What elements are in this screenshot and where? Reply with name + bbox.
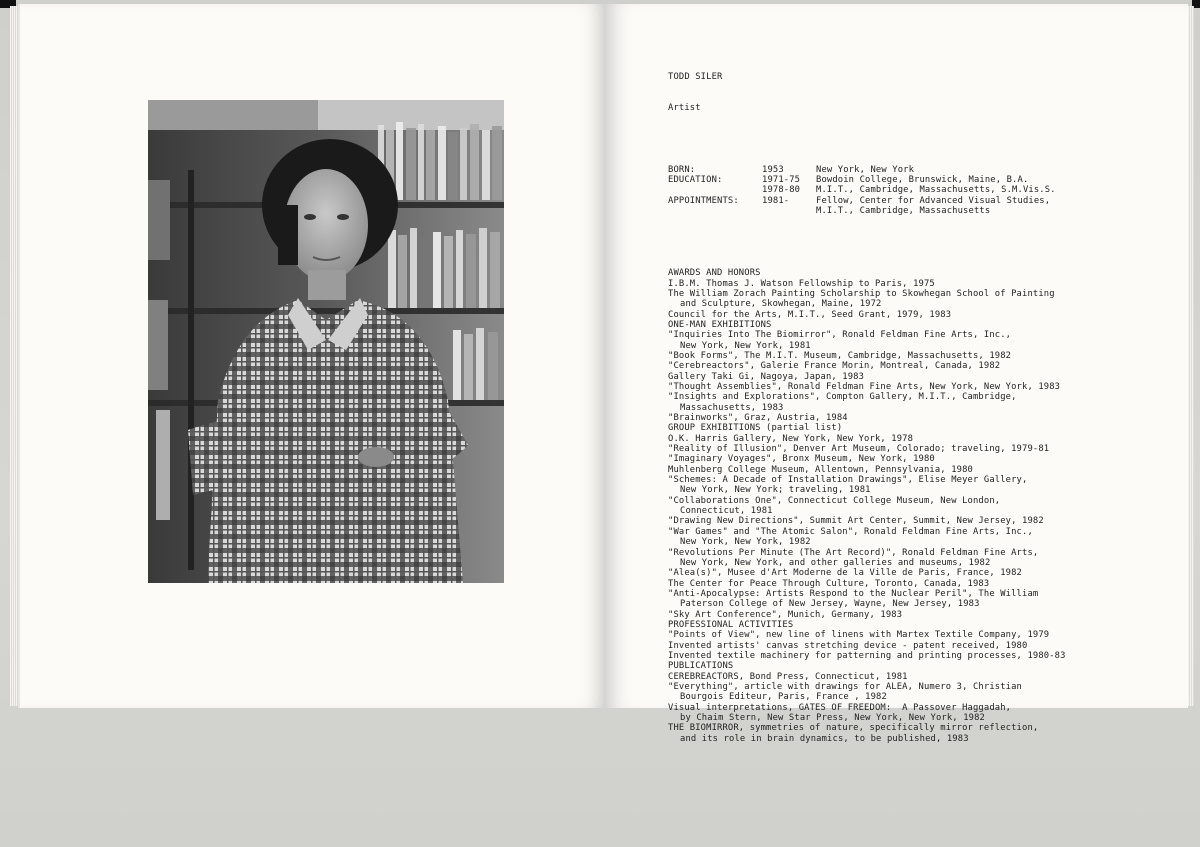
entry-line: Massachusetts, 1983 [680, 402, 784, 413]
bio-table [668, 165, 1178, 217]
entry-line: "Alea(s)", Musee d'Art Moderne de la Ville de Paris, France, 1982 [668, 568, 1023, 579]
entry-line: New York, New York, 1982 [680, 537, 811, 548]
entry-line: New York, New York, 1981 [680, 340, 811, 351]
entry-line: Bourgois Editeur, Paris, France , 1982 [680, 692, 887, 703]
bio-label: EDUCATION: [668, 175, 723, 186]
entry-line: "Points of View", new line of linens with Martex Textile Company, 1979 [668, 630, 1050, 641]
bio-text: New York, New York [816, 164, 915, 175]
section-heading: PROFESSIONAL ACTIVITIES [668, 619, 794, 630]
section-heading: PUBLICATIONS [668, 661, 734, 672]
artist-title: Artist [668, 102, 701, 113]
bio-row [668, 175, 1178, 185]
entry-line: The William Zorach Painting Scholarship to Skowhegan School of Painting [668, 288, 1055, 299]
entry-line: New York, New York; traveling, 1981 [680, 485, 871, 496]
entry-line: Visual interpretations, GATES OF FREEDOM: A Passover Haggadah, [668, 702, 1012, 713]
entry-line: "Reality of Illusion", Denver Art Museum, Colorado; traveling, 1979-81 [668, 444, 1050, 455]
entry-line: "Imaginary Voyages", Bronx Museum, New York, 1980 [668, 454, 935, 465]
entry-line: Connecticut, 1981 [680, 506, 773, 517]
entry-line: Invented textile machinery for patterning and printing processes, 1980-83 [668, 650, 1066, 661]
section-heading: ONE-MAN EXHIBITIONS [668, 319, 772, 330]
resume-text [668, 51, 1178, 754]
entry-line: The Center for Peace Through Culture, Toronto, Canada, 1983 [668, 578, 990, 589]
entry-line: "Drawing New Directions", Summit Art Center, Summit, New Jersey, 1982 [668, 516, 1044, 527]
entry-line: CEREBREACTORS, Bond Press, Connecticut, 1981 [668, 671, 908, 682]
bio-row [668, 196, 1178, 206]
entry-line: "Thought Assemblies", Ronald Feldman Fine Arts, New York, New York, 1983 [668, 382, 1061, 392]
entry-line: Invented artists' canvas stretching device - patent received, 1980 [668, 640, 1028, 651]
entry-line: "Sky Art Conference", Munich, Germany, 1983 [668, 609, 903, 620]
artist-portrait-photo [148, 100, 504, 583]
entry-line: "Revolutions Per Minute (The Art Record)", Ronald Feldman Fine Arts, [668, 547, 1039, 558]
bio-label: APPOINTMENTS: [668, 195, 739, 206]
sections-list [668, 268, 1178, 744]
bio-years: 1953 [762, 164, 784, 175]
section-heading: GROUP EXHIBITIONS (partial list) [668, 423, 843, 434]
artist-name: TODD SILER [668, 71, 723, 82]
entry-line: and its role in brain dynamics, to be published, 1983 [680, 733, 969, 744]
entry-line: Muhlenberg College Museum, Allentown, Pennsylvania, 1980 [668, 464, 973, 475]
bio-years: 1981- [762, 195, 790, 206]
entry-line: New York, New York, and other galleries and museums, 1982 [680, 557, 991, 568]
entry-line: I.B.M. Thomas J. Watson Fellowship to Paris, 1975 [668, 278, 935, 289]
bio-years: 1978-80 [762, 185, 801, 196]
entry-line: "Inquiries Into The Biomirror", Ronald Feldman Fine Arts, Inc., [668, 330, 1012, 341]
entry-line: O.K. Harris Gallery, New York, New York, 1978 [668, 433, 914, 444]
entry-line: Council for the Arts, M.I.T., Seed Grant, 1979, 1983 [668, 309, 952, 320]
entry-line: "Brainworks", Graz, Austria, 1984 [668, 413, 848, 424]
bio-text: Fellow, Center for Advanced Visual Studies, [816, 195, 1051, 206]
entry-line: Paterson College of New Jersey, Wayne, New Jersey, 1983 [680, 599, 980, 610]
bio-text: M.I.T., Cambridge, Massachusetts, S.M.Vis.S. [816, 185, 1056, 196]
section-heading: AWARDS AND HONORS [668, 268, 761, 279]
entry-line: "Everything", article with drawings for ALEA, Numero 3, Christian [668, 681, 1023, 692]
bio-years: 1971-75 [762, 175, 801, 186]
entry-line: "Schemes: A Decade of Installation Drawings", Elise Meyer Gallery, [668, 475, 1028, 486]
entry-line: by Chaim Stern, New Star Press, New York, New York, 1982 [680, 713, 985, 723]
entry-line: "Anti-Apocalypse: Artists Respond to the Nuclear Peril", The William [668, 588, 1039, 599]
bio-row [668, 165, 1178, 175]
entry-line: Gallery Taki Gi, Nagoya, Japan, 1983 [668, 371, 865, 382]
bio-label: BORN: [668, 164, 696, 175]
bio-row [668, 206, 1178, 216]
bio-row [668, 185, 1178, 195]
entry-line: "Insights and Explorations", Compton Gallery, M.I.T., Cambridge, [668, 392, 1017, 403]
bio-text: M.I.T., Cambridge, Massachusetts [816, 206, 991, 217]
entry-line: "War Games" and "The Atomic Salon", Ronald Feldman Fine Arts, Inc., [668, 526, 1033, 537]
entry-line: "Cerebreactors", Galerie France Morin, Montreal, Canada, 1982 [668, 361, 1001, 372]
entry-line: and Sculpture, Skowhegan, Maine, 1972 [680, 299, 882, 310]
entry-line: "Book Forms", The M.I.T. Museum, Cambridge, Massachusetts, 1982 [668, 350, 1012, 361]
bio-text: Bowdoin College, Brunswick, Maine, B.A. [816, 175, 1029, 186]
entry-line: "Collaborations One", Connecticut College Museum, New London, [668, 495, 1001, 506]
entry-line: THE BIOMIRROR, symmetries of nature, specifically mirror reflection, [668, 723, 1039, 734]
